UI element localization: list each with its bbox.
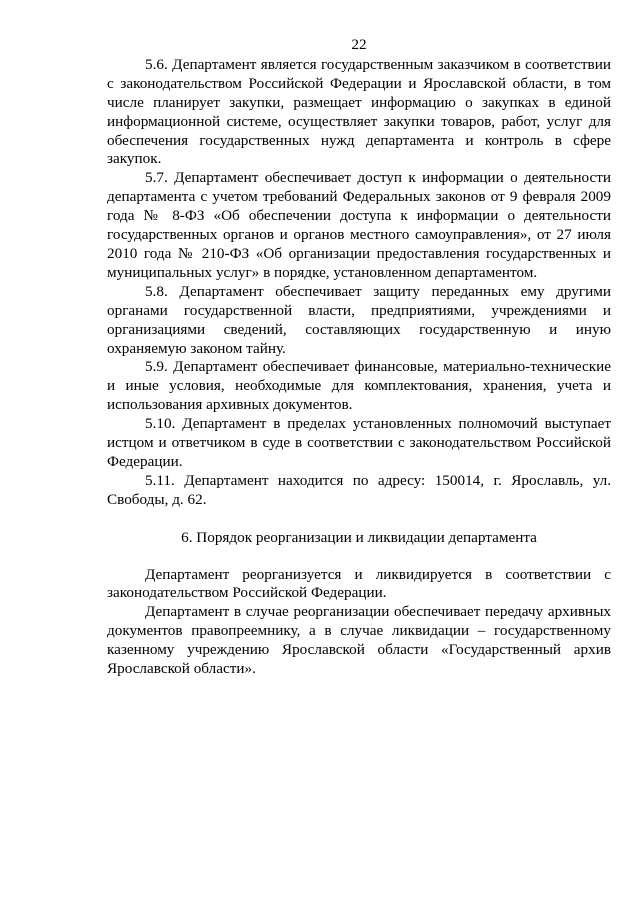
- paragraph-archive-transfer: Департамент в случае реорганизации обеспечивает передачу архивных документов правопреемнику, а в случае ликвидации – государственному казенному учреждению Ярославской области «Государственный архив Ярославской области».: [107, 603, 611, 678]
- paragraph-reorganization: Департамент реорганизуется и ликвидируется в соответствии с законодательством Российской Федерации.: [107, 565, 611, 602]
- paragraph-5-9: 5.9. Департамент обеспечивает финансовые, материально-технические и иные условия, необходимые для комплектования, хранения, учета и использования архивных документов.: [107, 358, 611, 414]
- section-heading: 6. Порядок реорганизации и ликвидации департамента: [181, 528, 537, 546]
- paragraph-5-7: 5.7. Департамент обеспечивает доступ к информации о деятельности департамента с учетом требований Федеральных законов от 9 февраля 2009 года № 8-ФЗ «Об обеспечении доступа к информации о деятельности государственных органов и органов местного самоуправления», от 27 июля 2010 года № 210-ФЗ «Об организации предоставления государственных и муниципальных услуг» в порядке, установленном департаментом.: [107, 169, 611, 281]
- page-number: 22: [351, 36, 367, 53]
- paragraph-5-11: 5.11. Департамент находится по адресу: 150014, г. Ярославль, ул. Свободы, д. 62.: [107, 471, 611, 508]
- document-page: [107, 36, 611, 679]
- paragraph-5-8: 5.8. Департамент обеспечивает защиту переданных ему другими органами государственной власти, предприятиями, учреждениями и организациями сведений, составляющих государственную и иную охраняемую законом тайну.: [107, 282, 611, 357]
- paragraph-5-6: 5.6. Департамент является государственным заказчиком в соответствии с законодательством Российской Федерации и Ярославской области, в том числе планирует закупки, размещает информацию о закупках в единой информационной системе, осуществляет закупки товаров, работ, услуг для обеспечения государственных нужд департамента и контроль в сфере закупок.: [107, 55, 611, 168]
- paragraph-5-10: 5.10. Департамент в пределах установленных полномочий выступает истцом и ответчиком в суде в соответствии с законодательством Российской Федерации.: [107, 415, 611, 470]
